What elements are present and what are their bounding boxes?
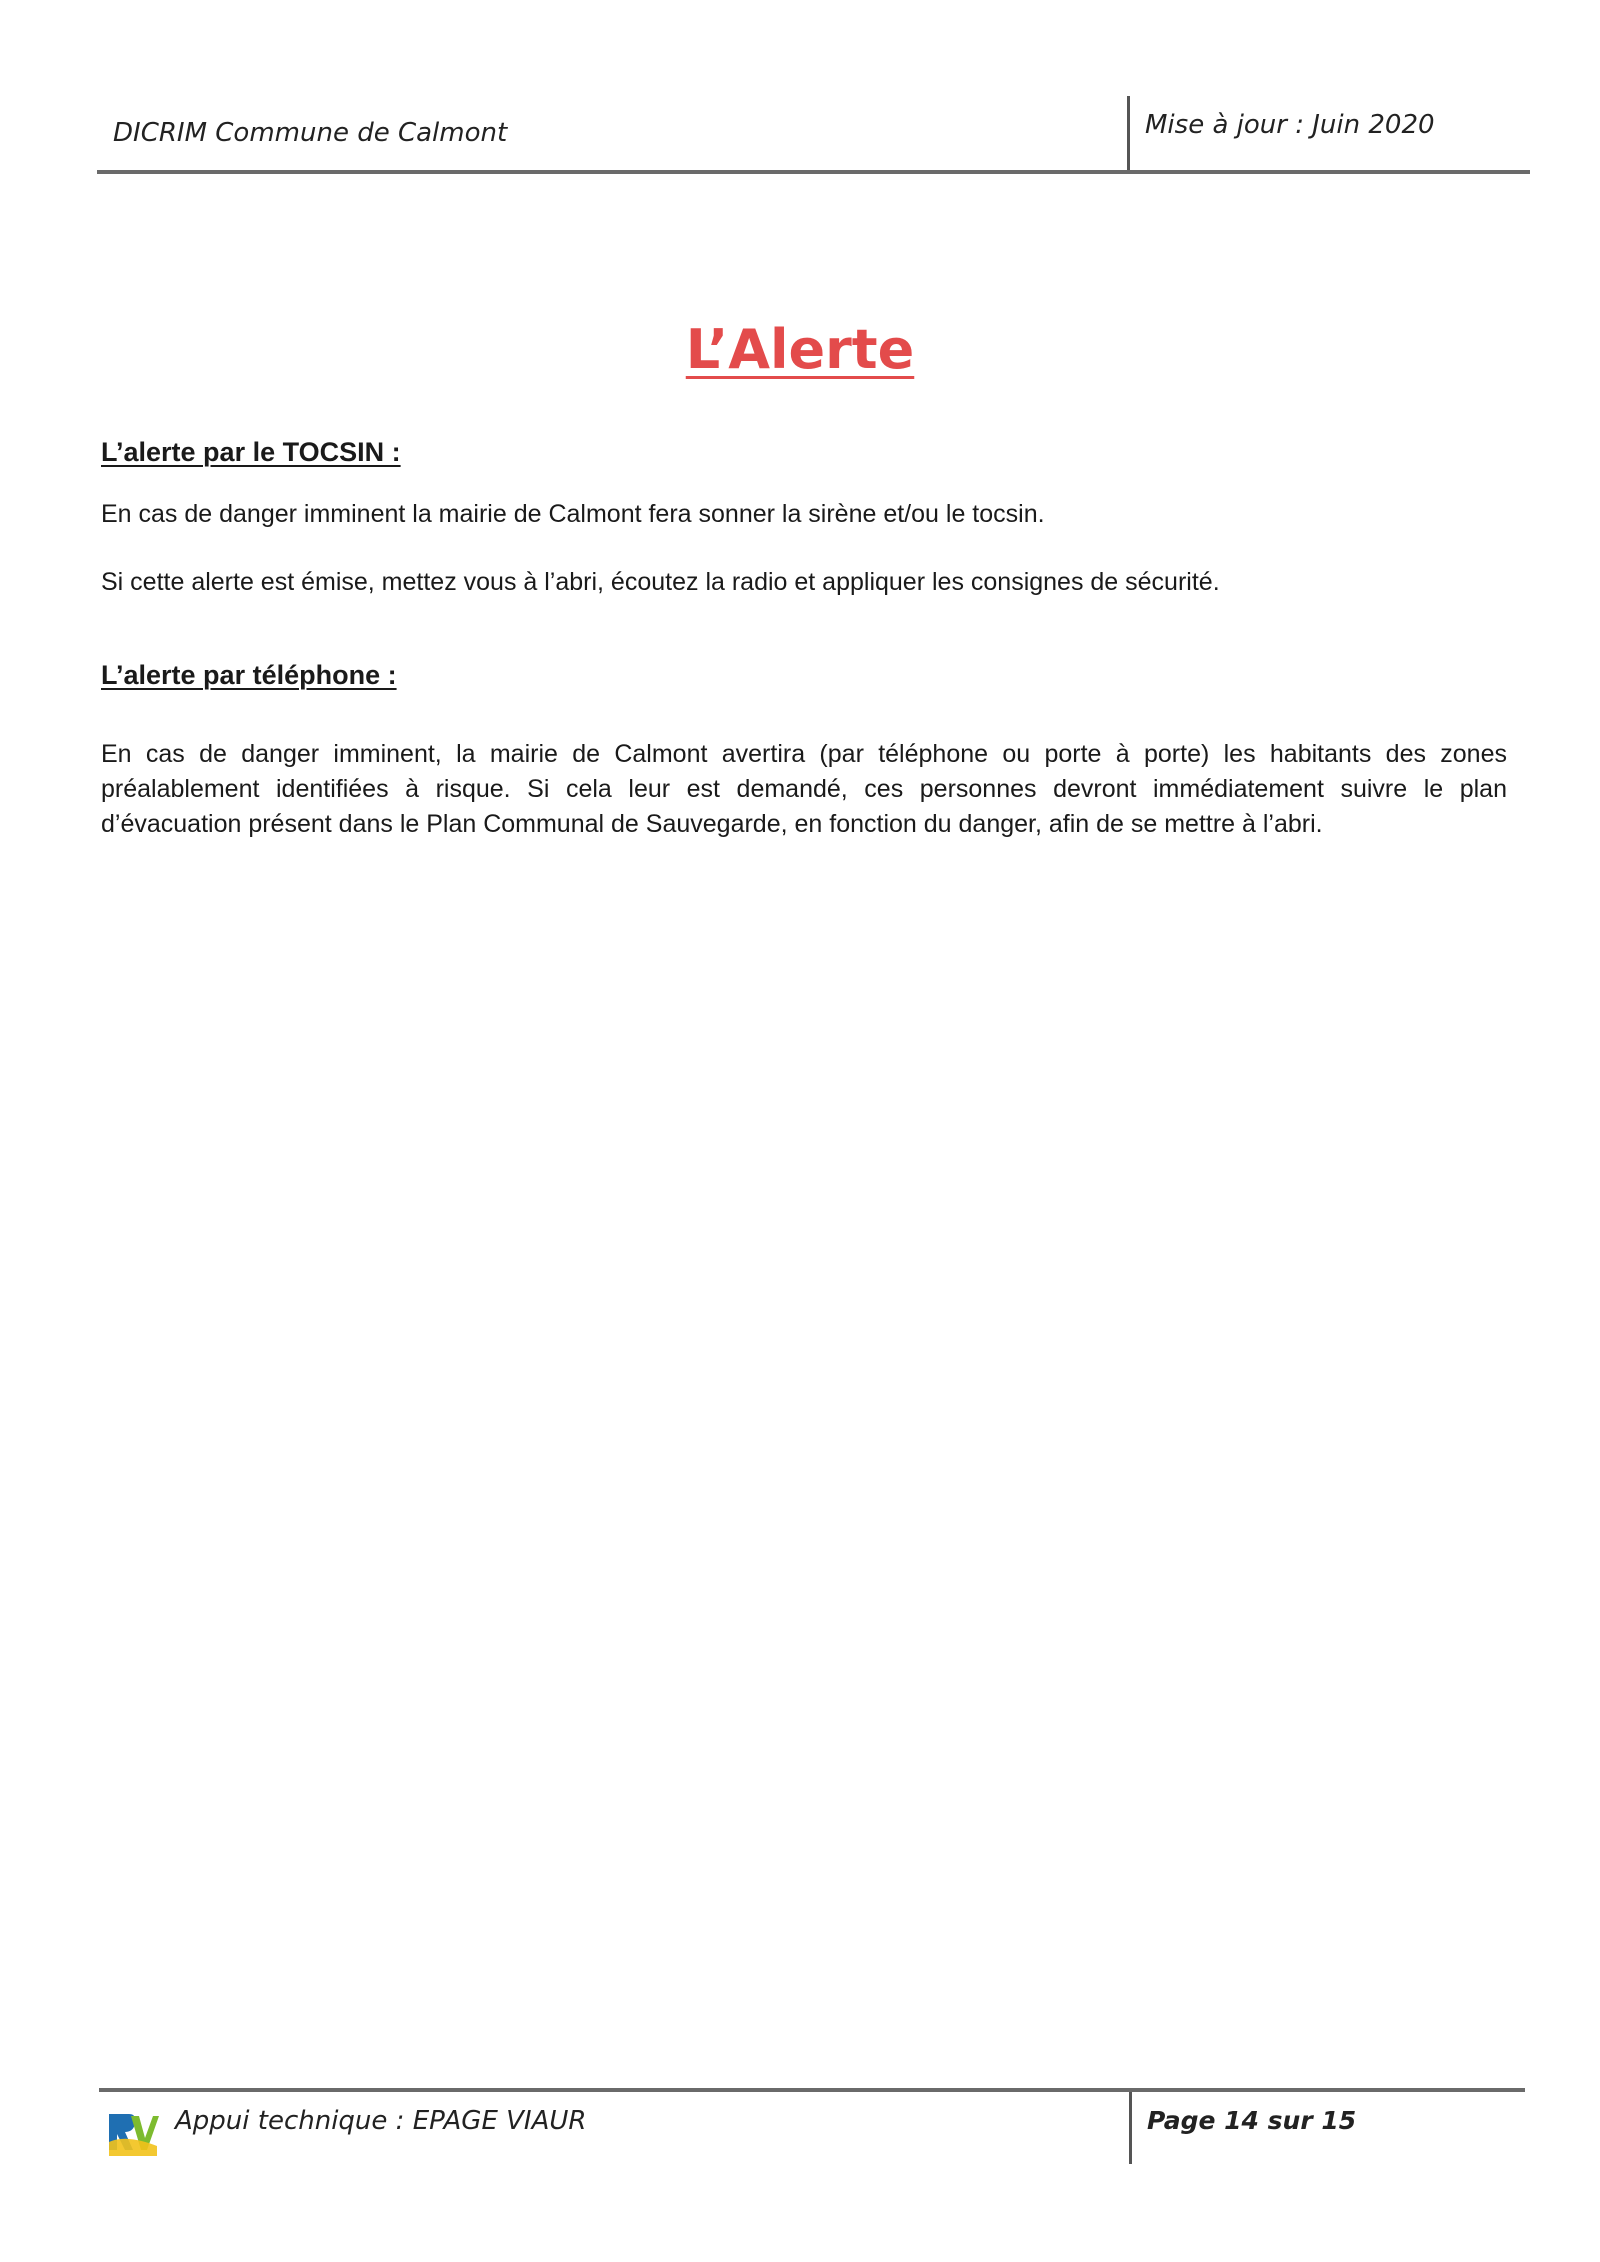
paragraph-tocsin-2: Si cette alerte est émise, mettez vous à l’abri, écoutez la radio et appliquer les consignes de sécurité. [101, 568, 1220, 596]
page-footer [99, 2088, 1525, 2168]
page-header [97, 96, 1530, 174]
epage-viaur-logo-icon [107, 2106, 159, 2158]
page-title-text: L’Alerte [685, 318, 915, 381]
header-document-name: DICRIM Commune de Calmont [113, 118, 508, 148]
section-heading-telephone: L’alerte par téléphone : [101, 660, 397, 690]
footer-page-number: Page 14 sur 15 [1147, 2106, 1357, 2135]
header-update-date: Mise à jour : Juin 2020 [1145, 110, 1435, 140]
header-divider [1127, 96, 1130, 170]
section-heading-tocsin: L’alerte par le TOCSIN : [101, 437, 401, 467]
footer-support-text: Appui technique : EPAGE VIAUR [175, 2106, 587, 2136]
page-title [0, 318, 1600, 381]
paragraph-tocsin-1: En cas de danger imminent la mairie de Calmont fera sonner la sirène et/ou le tocsin. [101, 500, 1045, 528]
paragraph-telephone-1: En cas de danger imminent, la mairie de Calmont avertira (par téléphone ou porte à porte) les habitants des zones préalablement identifiées à risque. Si cela leur est demandé, ces personnes devront immédiatement suivre le plan d’évacuation présent dans le Plan Communal de Sauvegarde, en fonction du danger, afin de se mettre à l’abri. [101, 740, 1507, 838]
footer-divider [1129, 2092, 1132, 2164]
